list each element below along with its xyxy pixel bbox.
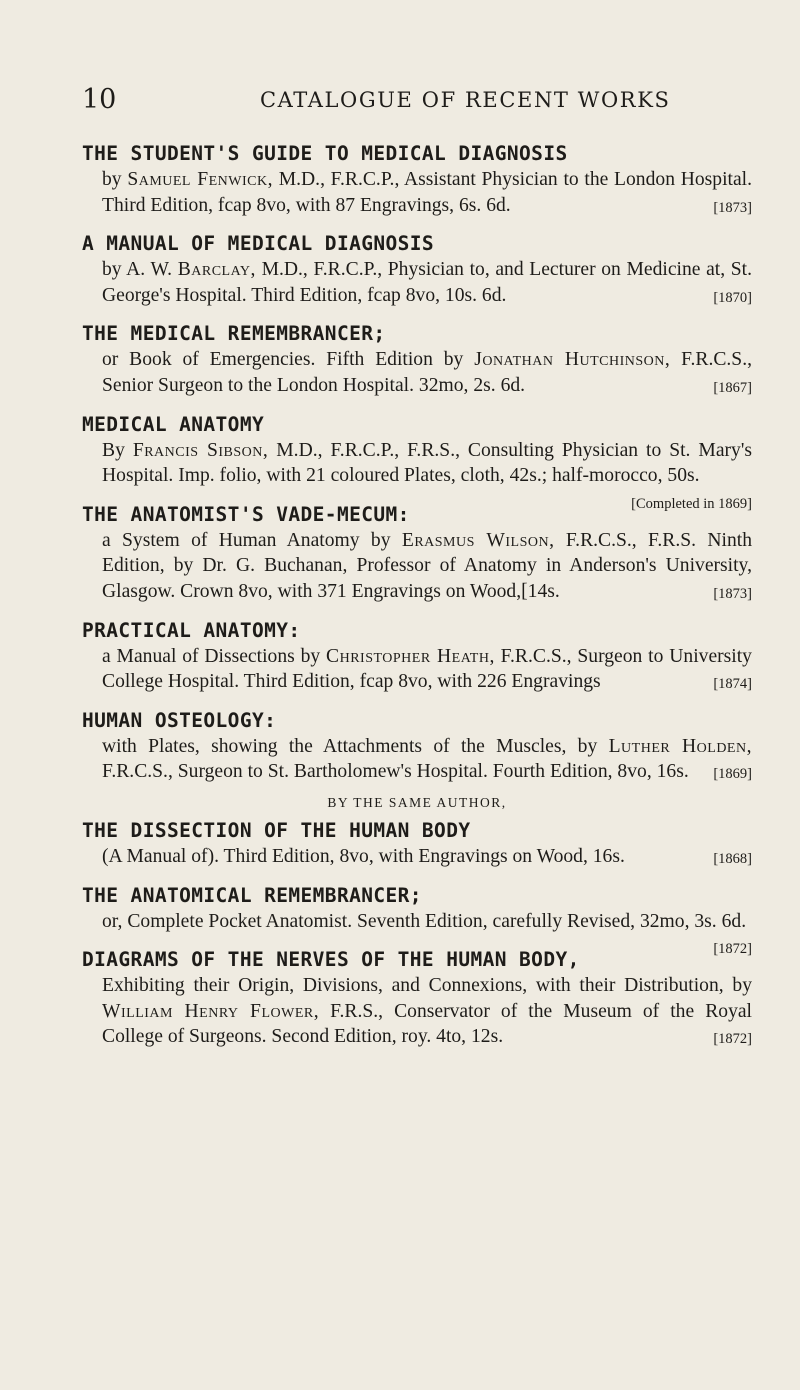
entry-description: (A Manual of). Third Edition, 8vo, with Engravings on Wood, 16s. [1868] [102, 844, 752, 870]
entry-author: Samuel Fenwick, [127, 169, 273, 190]
entry-date: [1872] [713, 941, 752, 958]
entry-author: Barclay, [177, 259, 256, 281]
entry-description: Exhibiting their Origin, Divisions, and Connexions, with their Distribution, by William Henry Flower, F.R.S., Conservator of the Museum of the Royal College of Surgeons. Second Edition, roy. 4to, 12s. [1872] [102, 973, 752, 1050]
entry-date: [1874] [713, 676, 752, 693]
entry-title: THE ANATOMIST'S VADE-MECUM: [82, 502, 410, 526]
entry-description: a System of Human Anatomy by Erasmus Wilson, F.R.C.S., F.R.S. Ninth Edition, by Dr. G. Buchanan, Professor of Anatomy in Anderson's University, Glasgow. Crown 8vo, with 371 Engravings on Wood,[14s. [1873] [102, 528, 752, 605]
entry-description: by A. W. Barclay, M.D., F.R.C.P., Physician to, and Lecturer on Medicine at, St. George's Hospital. Third Edition, fcap 8vo, 10s. 6d. [1870] [102, 257, 752, 308]
entry-date: [1873] [713, 199, 752, 216]
entry-title: THE STUDENT'S GUIDE TO MEDICAL DIAGNOSIS [82, 142, 568, 165]
entry-description: by Samuel Fenwick, M.D., F.R.C.P., Assistant Physician to the London Hospital. Third Edition, fcap 8vo, with 87 Engravings, 6s. 6d. [1873] [102, 167, 752, 218]
entry-title: HUMAN OSTEOLOGY: [82, 708, 277, 732]
entry-date: [1867] [713, 379, 752, 396]
entry-description: or Book of Emergencies. Fifth Edition by Jonathan Hutchinson, F.R.C.S., Senior Surgeon to the London Hospital. 32mo, 2s. 6d. [1867] [102, 347, 752, 398]
catalogue-entry [82, 230, 752, 308]
entry-title: DIAGRAMS OF THE NERVES OF THE HUMAN BODY, [82, 948, 580, 972]
entry-description: with Plates, showing the Attachments of the Muscles, by Luther Holden, F.R.C.S., Surgeon to St. Bartholomew's Hospital. Fourth Edition, 8vo, 16s. [1869] [102, 734, 752, 785]
entry-date: [1872] [713, 1031, 752, 1048]
catalogue-entries [82, 140, 752, 1062]
entry-date: [Completed in 1869] [631, 495, 752, 512]
same-author-note: BY THE SAME AUTHOR, [327, 794, 507, 810]
entry-author: Luther Holden, [608, 735, 752, 757]
entry-title: THE ANATOMICAL REMEMBRANCER; [82, 883, 422, 907]
entry-description: By Francis Sibson, M.D., F.R.C.P., F.R.S., Consulting Physician to St. Mary's Hospital. Imp. folio, with 21 coloured Plates, cloth, 42s.; half-morocco, 50s. [Completed in 1869] [102, 438, 752, 489]
catalogue-entry [82, 795, 752, 870]
entry-author: Erasmus Wilson, [401, 529, 555, 551]
catalogue-entry [82, 707, 752, 785]
catalogue-entry [82, 140, 752, 218]
entry-date: [1869] [713, 766, 752, 783]
page-number: 10 [82, 84, 117, 115]
entry-author: Francis Sibson, [132, 439, 269, 461]
page-header [82, 84, 742, 124]
catalogue-entry [82, 617, 752, 695]
entry-author: Jonathan Hutchinson, [474, 349, 671, 371]
entry-description: a Manual of Dissections by Christopher Heath, F.R.C.S., Surgeon to University College Hospital. Third Edition, fcap 8vo, with 226 Engravings [1874] [102, 644, 752, 695]
entry-date: [1873] [713, 585, 752, 602]
entry-title: MEDICAL ANATOMY [82, 412, 265, 436]
entry-description: or, Complete Pocket Anatomist. Seventh Edition, carefully Revised, 32mo, 3s. 6d. [1872] [102, 909, 752, 935]
catalogue-entry [82, 501, 752, 605]
entry-title: THE MEDICAL REMEMBRANCER; [82, 322, 386, 346]
entry-title: PRACTICAL ANATOMY: [82, 618, 301, 642]
entry-author: Christopher Heath, [326, 645, 495, 667]
catalogue-entry [82, 882, 752, 958]
entry-title: THE DISSECTION OF THE HUMAN BODY [82, 818, 471, 842]
running-title: CATALOGUE OF RECENT WORKS [260, 88, 671, 112]
entry-author: William Henry Flower, [102, 1000, 320, 1022]
entry-date: [1870] [713, 289, 752, 306]
entry-date: [1868] [713, 850, 752, 867]
catalogue-entry [82, 411, 752, 512]
catalogue-entry [82, 320, 752, 398]
entry-title: A MANUAL OF MEDICAL DIAGNOSIS [82, 232, 435, 256]
catalogue-entry [82, 946, 752, 1050]
